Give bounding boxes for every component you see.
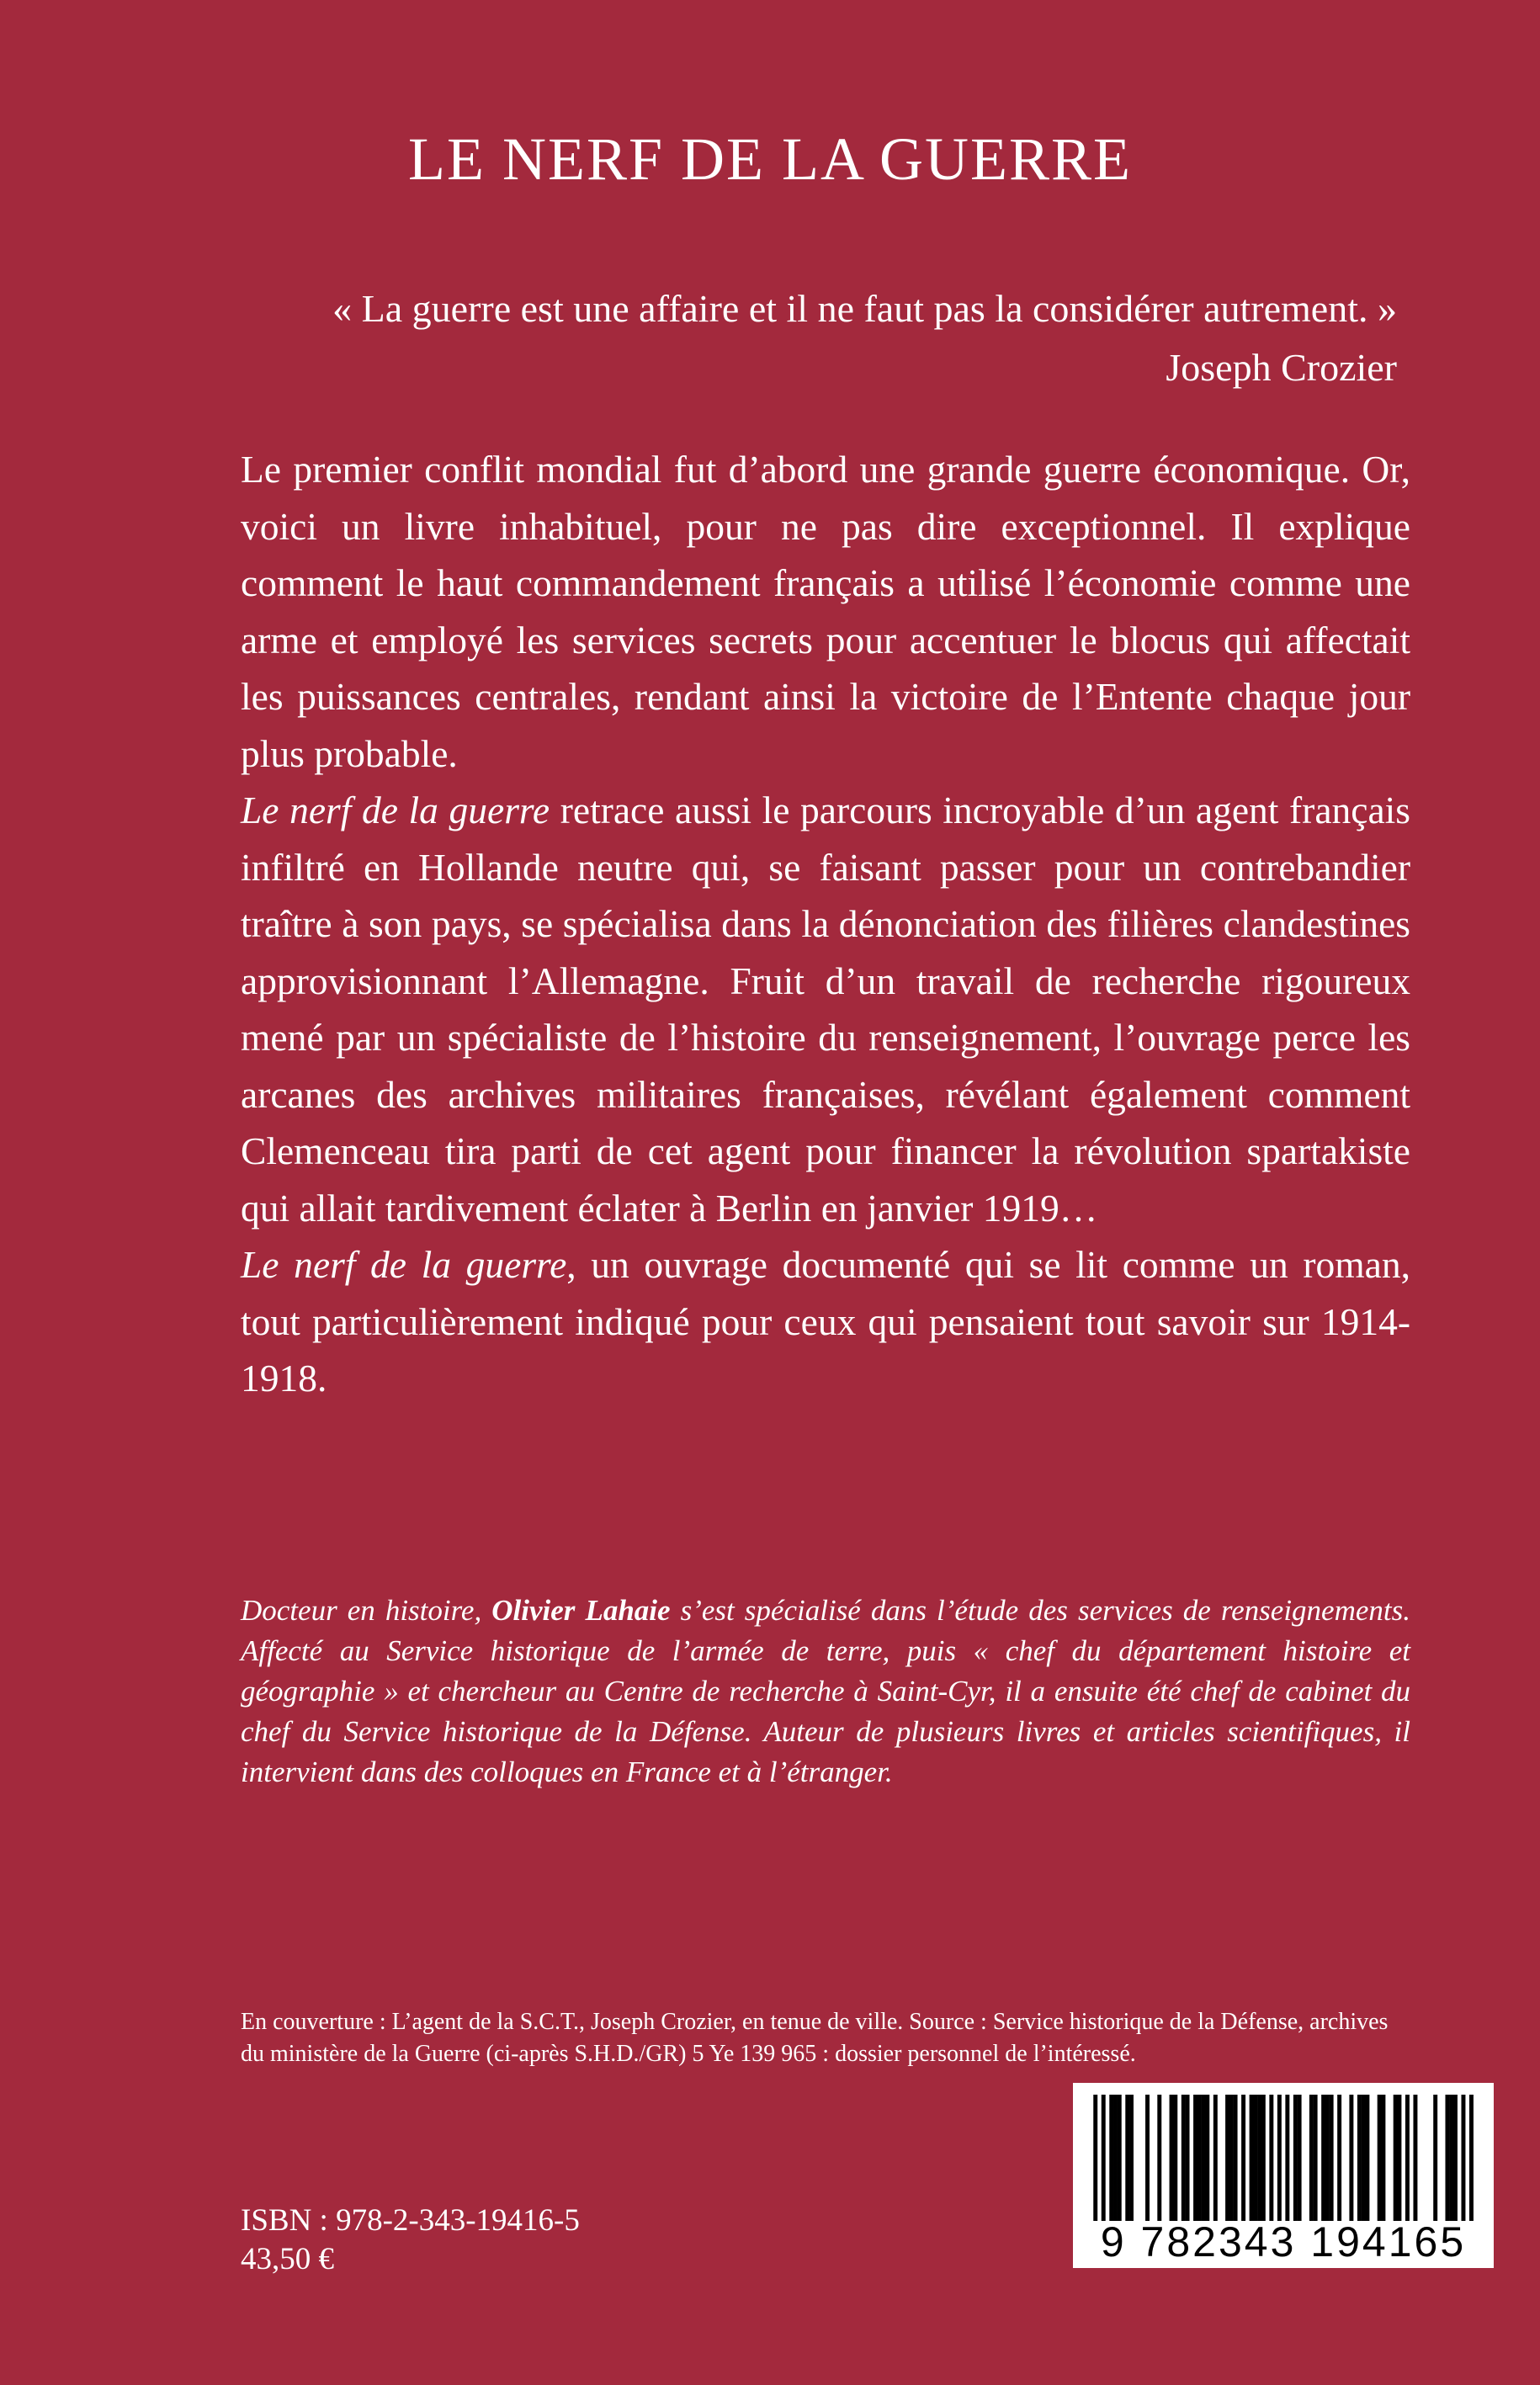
barcode-bar bbox=[1405, 2095, 1410, 2221]
barcode-bar bbox=[1193, 2095, 1197, 2221]
barcode-bar bbox=[1093, 2095, 1097, 2221]
barcode-bar bbox=[1378, 2095, 1382, 2221]
barcode-bar bbox=[1253, 2095, 1257, 2221]
book-title-italic: Le nerf de la guerre bbox=[241, 1243, 567, 1286]
barcode-bar bbox=[1449, 2095, 1453, 2221]
barcode-bar bbox=[1197, 2095, 1202, 2221]
barcode-bar bbox=[1461, 2095, 1465, 2221]
barcode-bar bbox=[1109, 2095, 1113, 2221]
barcode-bar bbox=[1277, 2095, 1282, 2221]
blurb-paragraph-3-text: , un ouvrage documenté qui se lit comme un roman, tout particulièrement indiqué pour ceux qui pensaient tout savoir sur 1914-1918. bbox=[241, 1243, 1410, 1400]
barcode-bar bbox=[1186, 2095, 1190, 2221]
barcode-bar bbox=[1397, 2095, 1401, 2221]
barcode-bar bbox=[1205, 2095, 1209, 2221]
barcode-bar bbox=[1293, 2095, 1298, 2221]
barcode-bar bbox=[1157, 2095, 1161, 2221]
barcode-bar bbox=[1357, 2095, 1362, 2221]
barcode-bar bbox=[1118, 2095, 1122, 2221]
barcode-bar bbox=[1325, 2095, 1330, 2221]
barcode-bar bbox=[1269, 2095, 1273, 2221]
barcode-bar bbox=[1321, 2095, 1325, 2221]
barcode-bar bbox=[1257, 2095, 1261, 2221]
epigraph-quote: « La guerre est une affaire et il ne faut pas la considérer autrement. » bbox=[332, 287, 1397, 330]
barcode-bar bbox=[1362, 2095, 1366, 2221]
barcode-bar bbox=[1182, 2095, 1186, 2221]
blurb-paragraph-3 bbox=[241, 1236, 1410, 1407]
isbn: ISBN : 978-2-343-19416-5 bbox=[241, 2203, 580, 2238]
barcode-bar bbox=[1241, 2095, 1245, 2221]
barcode-bar bbox=[1213, 2095, 1218, 2221]
barcode-bar bbox=[1469, 2095, 1474, 2221]
barcode-bar bbox=[1261, 2095, 1266, 2221]
barcode-bar bbox=[1433, 2095, 1437, 2221]
author-bio-intro: Docteur en histoire, bbox=[241, 1594, 492, 1627]
book-title-italic: Le nerf de la guerre bbox=[241, 789, 550, 831]
barcode-bar bbox=[1394, 2095, 1398, 2221]
barcode-bar bbox=[1365, 2095, 1369, 2221]
epigraph-author: Joseph Crozier bbox=[1166, 346, 1397, 389]
author-bio bbox=[241, 1591, 1410, 1793]
author-name: Olivier Lahaie bbox=[491, 1594, 671, 1627]
epigraph bbox=[332, 279, 1397, 397]
barcode-bar bbox=[1413, 2095, 1417, 2221]
barcode-bar bbox=[1250, 2095, 1254, 2221]
barcode-bar bbox=[1113, 2095, 1118, 2221]
barcode bbox=[1073, 2083, 1494, 2268]
barcode-bar bbox=[1173, 2095, 1177, 2221]
barcode-digits: 9 782343 194165 bbox=[1100, 2218, 1467, 2265]
book-title: LE NERF DE LA GUERRE bbox=[408, 125, 1132, 193]
barcode-bar bbox=[1225, 2095, 1229, 2221]
barcode-bar bbox=[1202, 2095, 1206, 2221]
price: 43,50 € bbox=[241, 2242, 334, 2276]
isbn-block bbox=[241, 2202, 580, 2279]
barcode-bar bbox=[1445, 2095, 1449, 2221]
barcode-bar bbox=[1102, 2095, 1106, 2221]
barcode-bar bbox=[1170, 2095, 1174, 2221]
blurb bbox=[241, 441, 1410, 1407]
author-bio-text: s’est spécialisé dans l’étude des services de renseignements. Affecté au Service historique de l’armée de terre, puis « chef du département histoire et géographie » et chercheur au Centre de recherche à Saint-Cyr, il a ensuite été chef de cabinet du chef du Service historique de la Défense. Auteur de plusieurs livres et articles scientifiques, il intervient dans des colloques en France et à l’étranger. bbox=[241, 1594, 1410, 1788]
barcode-bar bbox=[1349, 2095, 1353, 2221]
barcode-bar bbox=[1337, 2095, 1341, 2221]
barcode-bar bbox=[1285, 2095, 1289, 2221]
barcode-bar bbox=[1234, 2095, 1238, 2221]
barcode-bar bbox=[1229, 2095, 1234, 2221]
blurb-paragraph-1: Le premier conflit mondial fut d’abord une grande guerre économique. Or, voici un livre inhabituel, pour ne pas dire exceptionnel. Il explique comment le haut commandement français a utilisé l’économie comme une arme et employé les services secrets pour accentuer le blocus qui affectait les puissances centrales, rendant ainsi la victoire de l’Entente chaque jour plus probable. bbox=[241, 448, 1410, 775]
cover-credit: En couverture : L’agent de la S.C.T., Joseph Crozier, en tenue de ville. Source : Service historique de la Défense, archives du ministère de la Guerre (ci-après S.H.D./GR) 5 Ye 139 965 : dossier personnel de l’intéressé. bbox=[241, 2009, 1389, 2067]
barcode-bar bbox=[1145, 2095, 1150, 2221]
barcode-bar bbox=[1314, 2095, 1318, 2221]
blurb-paragraph-2 bbox=[241, 782, 1410, 1236]
barcode-bar bbox=[1309, 2095, 1314, 2221]
barcode-bar bbox=[1125, 2095, 1129, 2221]
barcode-bar bbox=[1330, 2095, 1334, 2221]
blurb-paragraph-2-text: retrace aussi le parcours incroyable d’un agent français infiltré en Hollande neutre qui, se faisant passer pour un contrebandier traître à son pays, se spécialisa dans la dénonciation des filières clandestines approvisionnant l’Allemagne. Fruit d’un travail de recherche rigoureux mené par un spécialiste de l’histoire du renseignement, l’ouvrage perce les arcanes des archives militaires françaises, révélant également comment Clemenceau tira parti de cet agent pour financer la révolution spartakiste qui allait tardivement éclater à Berlin en janvier 1919… bbox=[241, 789, 1411, 1230]
barcode-bar bbox=[1453, 2095, 1458, 2221]
barcode-bars bbox=[1081, 2095, 1485, 2221]
barcode-bar bbox=[1129, 2095, 1134, 2221]
barcode-bar bbox=[1298, 2095, 1302, 2221]
barcode-bar bbox=[1381, 2095, 1385, 2221]
